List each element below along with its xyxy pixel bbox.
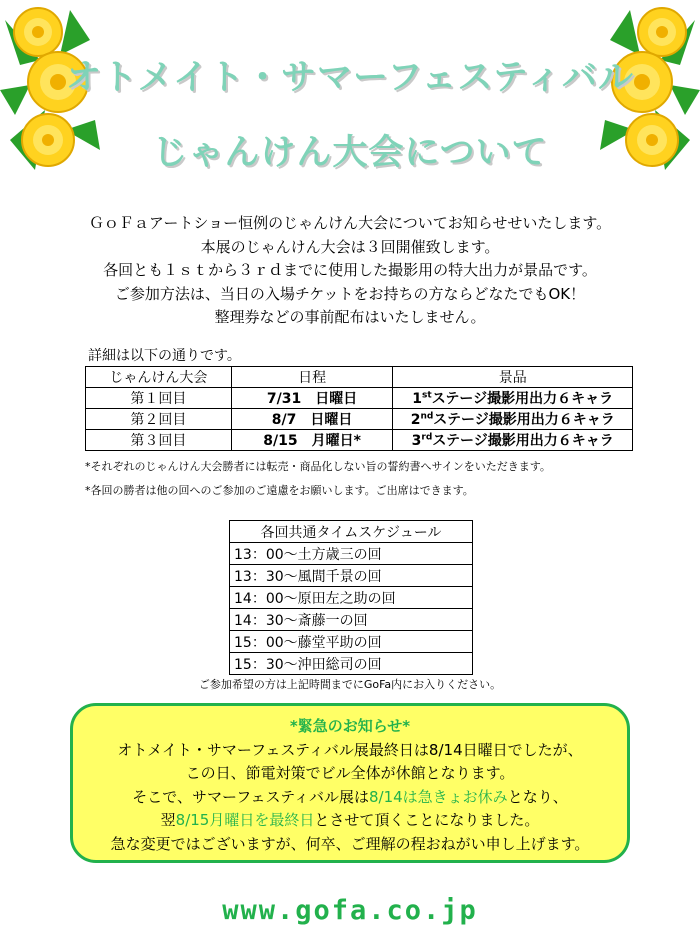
table-row <box>86 409 633 430</box>
intro-text <box>0 212 700 330</box>
intro-line: ご参加方法は、当日の入場チケットをお持ちの方ならどなたでもOK！ <box>114 284 586 303</box>
schedule-header: 各回共通タイムスケジュール <box>230 521 473 543</box>
table-row <box>86 430 633 451</box>
header-round: じゃんけん大会 <box>86 367 232 388</box>
schedule-note: ご参加希望の方は上記時間までにGoFa内にお入りください。 <box>198 678 502 691</box>
schedule-header-row <box>230 521 473 543</box>
notice-line <box>73 786 627 810</box>
table-row <box>230 587 473 609</box>
prize-text: ステージ撮影用出力６キャラ <box>432 433 614 449</box>
round-cell: 第３回目 <box>86 430 232 451</box>
prize-ordinal: 1 <box>412 391 423 407</box>
prize-ordinal-suffix: nd <box>420 411 434 422</box>
prize-ordinal: 3 <box>411 433 422 449</box>
date-cell: 7/31 日曜日 <box>231 388 393 409</box>
round-cell: 第２回目 <box>86 409 232 430</box>
header-prize: 景品 <box>393 367 633 388</box>
detail-heading: 詳細は以下の通りです。 <box>88 348 241 364</box>
header-date: 日程 <box>231 367 393 388</box>
table-row <box>230 543 473 565</box>
prize-ordinal-suffix: rd <box>421 432 433 443</box>
prize-cell <box>393 430 633 451</box>
date-cell: 8/7 日曜日 <box>231 409 393 430</box>
winner-pledge-note: *それぞれのじゃんけん大会勝者には転売・商品化しない旨の誓約書へサインをいただきます。 <box>85 460 551 473</box>
table-row <box>230 609 473 631</box>
notice-highlight: 8/14は急きょお休み <box>369 787 508 806</box>
intro-line: 各回とも１ｓｔから３ｒｄまでに使用した撮影用の特大出力が景品です。 <box>103 261 597 279</box>
prize-table <box>85 366 633 451</box>
notice-line: オトメイト・サマーフェスティバル展最終日は8/14日曜日でしたが、 <box>117 740 583 759</box>
notice-text: そこで、サマーフェスティバル展は <box>132 787 369 806</box>
table-row <box>230 565 473 587</box>
table-row <box>230 631 473 653</box>
prize-cell <box>393 409 633 430</box>
notice-line: 急な変更ではございますが、何卒、ご理解の程おねがい申し上げます。 <box>110 834 590 853</box>
schedule-table <box>229 520 473 675</box>
prize-table-header-row <box>86 367 633 388</box>
urgent-notice-box <box>70 703 630 863</box>
notice-line <box>73 809 627 833</box>
schedule-slot: 13：00～土方歳三の回 <box>230 543 473 565</box>
schedule-slot: 14：00～原田左之助の回 <box>230 587 473 609</box>
website-url: www.gofa.co.jp <box>222 895 478 926</box>
notice-text: 翌 <box>160 811 176 829</box>
notice-heading: *緊急のお知らせ* <box>289 717 411 735</box>
page-title-line2: じゃんけん大会について <box>152 133 548 173</box>
notice-highlight: 8/15月曜日を最終日 <box>175 811 315 829</box>
intro-line: 本展のじゃんけん大会は３回開催致します。 <box>200 237 500 256</box>
prize-cell <box>393 388 633 409</box>
date-cell: 8/15 月曜日* <box>231 430 393 451</box>
intro-line: 整理券などの事前配布はいたしません。 <box>214 308 486 326</box>
schedule-slot: 13：30～風間千景の回 <box>230 565 473 587</box>
prize-ordinal-suffix: st <box>422 390 432 401</box>
notice-text: となり、 <box>507 787 568 806</box>
schedule-slot: 15：30～沖田総司の回 <box>230 653 473 675</box>
table-row <box>230 653 473 675</box>
table-row <box>86 388 633 409</box>
notice-text: とさせて頂くことになりました。 <box>314 811 540 829</box>
prize-text: ステージ撮影用出力６キャラ <box>433 412 615 428</box>
schedule-slot: 15：00～藤堂平助の回 <box>230 631 473 653</box>
intro-line: ＧｏＦａアートショー恒例のじゃんけん大会についてお知らせせいたします。 <box>88 214 612 232</box>
prize-text: ステージ撮影用出力６キャラ <box>431 391 614 407</box>
round-cell: 第１回目 <box>86 388 232 409</box>
prize-ordinal: 2 <box>410 412 421 428</box>
winner-restriction-note: *各回の勝者は他の回へのご参加のご遠慮をお願いします。ご出席はできます。 <box>85 484 474 497</box>
schedule-slot: 14：30～斎藤一の回 <box>230 609 473 631</box>
notice-line: この日、節電対策でビル全体が休館となります。 <box>185 764 515 782</box>
page-title-line1: オトメイト・サマーフェスティバル <box>66 58 634 98</box>
